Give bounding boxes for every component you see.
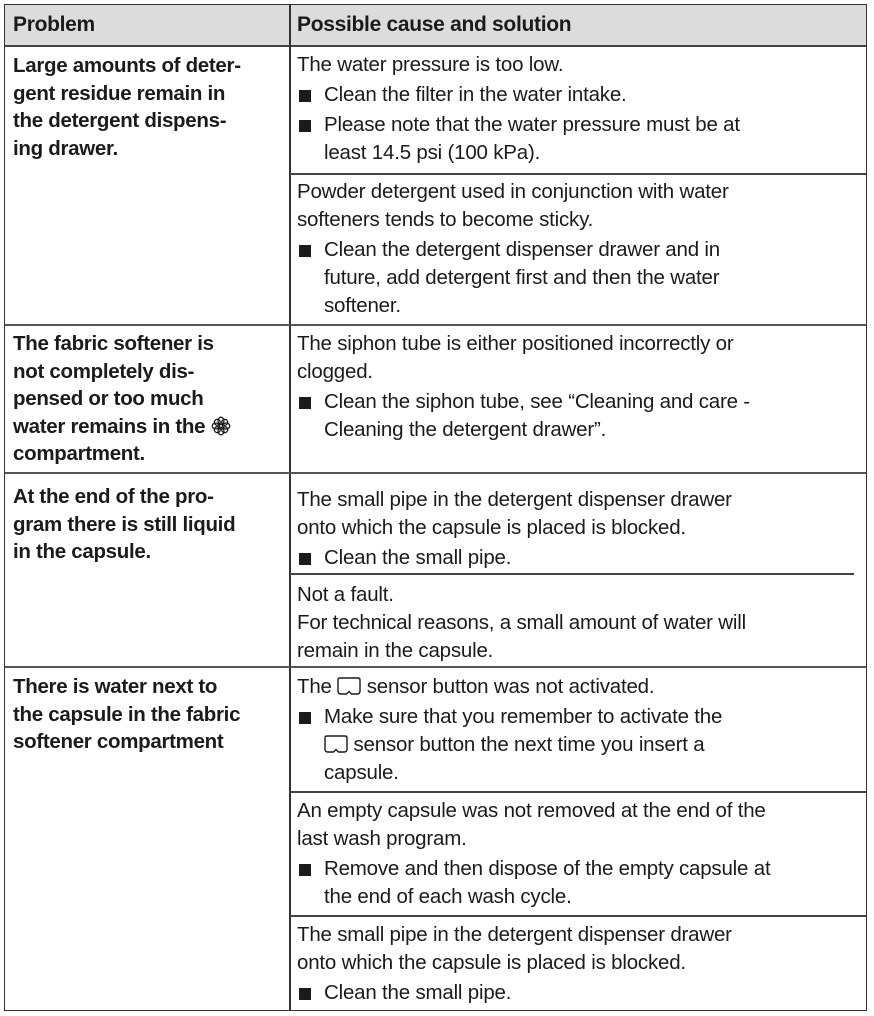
- capsule-sensor-icon: [337, 676, 361, 696]
- capsule-sensor-icon: [324, 734, 348, 754]
- header-problem: Problem: [13, 13, 95, 36]
- problem-line: There is water next to: [13, 675, 218, 698]
- cause-text: clogged.: [297, 360, 373, 383]
- problem-line: pensed or too much: [13, 387, 204, 410]
- problem-line: The fabric softener is: [13, 332, 214, 355]
- problem-line: softener compartment: [13, 730, 224, 753]
- cause-text: The siphon tube is either positioned incorrectly or: [297, 332, 734, 355]
- row-divider: [5, 324, 866, 326]
- bullet-item: [297, 703, 862, 787]
- cause-text: remain in the capsule.: [297, 639, 494, 662]
- cause-cell-4b: [297, 797, 862, 911]
- problem-cell-3: [13, 483, 285, 566]
- row-divider: [5, 666, 866, 668]
- bullet-item: [297, 81, 862, 109]
- cause-text: [297, 673, 862, 701]
- problem-text: water remains in the: [13, 414, 206, 438]
- problem-line: Large amounts of deter-: [13, 54, 241, 77]
- problem-line: At the end of the pro-: [13, 485, 214, 508]
- bullet-square-icon: [299, 712, 311, 724]
- bullet-square-icon: [299, 245, 311, 257]
- bullet-text: Cleaning the detergent drawer”.: [324, 418, 607, 441]
- bullet-text: softener.: [324, 294, 401, 317]
- cause-text: The water pressure is too low.: [297, 53, 564, 76]
- cause-text: The small pipe in the detergent dispenser drawer: [297, 923, 732, 946]
- problem-line: gent residue remain in: [13, 81, 226, 105]
- sub-divider: [290, 791, 866, 793]
- cause-cell-4c: [297, 921, 862, 1007]
- bullet-item: [297, 111, 862, 167]
- fabric-softener-flower-icon: [211, 416, 231, 436]
- cause-cell-4a: [297, 673, 862, 787]
- bullet-text: Make sure that you remember to activate the: [324, 705, 723, 728]
- cause-cell-3b: [297, 581, 862, 665]
- row-divider: [5, 472, 866, 474]
- cause-cell-1a: [297, 51, 862, 167]
- cause-text: Not a fault.: [297, 583, 394, 606]
- bullet-square-icon: [299, 553, 311, 565]
- bullet-square-icon: [299, 988, 311, 1000]
- table-header: [5, 5, 866, 47]
- bullet-text-post: sensor button the next time you insert a: [353, 733, 705, 756]
- cause-text: softeners tends to become sticky.: [297, 208, 594, 231]
- problem-line: not completely dis-: [13, 359, 195, 383]
- bullet-text: [324, 731, 862, 759]
- cause-text-post: sensor button was not activated.: [366, 675, 655, 698]
- bullet-text: future, add detergent first and then the water: [324, 266, 720, 289]
- cause-cell-2a: [297, 330, 862, 444]
- bullet-text: Clean the detergent dispenser drawer and in: [324, 238, 720, 261]
- bullet-item: [297, 855, 862, 911]
- problem-cell-1: [13, 52, 285, 162]
- bullet-square-icon: [299, 864, 311, 876]
- troubleshooting-table: [4, 4, 867, 1011]
- problem-line: the capsule in the fabric: [13, 702, 241, 726]
- cause-text: An empty capsule was not removed at the end of the: [297, 799, 766, 822]
- cause-text: The small pipe in the detergent dispenser drawer: [297, 488, 732, 511]
- cause-cell-1b: [297, 178, 862, 320]
- problem-line: the detergent dispens-: [13, 109, 227, 132]
- bullet-square-icon: [299, 90, 311, 102]
- problem-line: [13, 413, 285, 441]
- sub-divider: [290, 573, 854, 575]
- bullet-item: [297, 544, 862, 572]
- problem-line: in the capsule.: [13, 540, 151, 563]
- bullet-item: [297, 388, 862, 444]
- cause-text: Powder detergent used in conjunction with water: [297, 180, 729, 203]
- bullet-square-icon: [299, 397, 311, 409]
- cause-text-pre: The: [297, 675, 332, 698]
- bullet-square-icon: [299, 120, 311, 132]
- header-solution: Possible cause and solution: [297, 13, 572, 36]
- problem-cell-4: [13, 673, 285, 756]
- bullet-item: [297, 236, 862, 320]
- cause-text: For technical reasons, a small amount of water will: [297, 611, 746, 634]
- bullet-text: Clean the small pipe.: [324, 546, 512, 569]
- sub-divider: [290, 915, 866, 917]
- bullet-text: Please note that the water pressure must be at: [324, 113, 740, 136]
- problem-line: compartment.: [13, 442, 145, 465]
- sub-divider: [290, 173, 866, 175]
- bullet-text: least 14.5 psi (100 kPa).: [324, 141, 541, 164]
- column-divider: [289, 5, 291, 1010]
- bullet-item: [297, 979, 862, 1007]
- problem-line: ing drawer.: [13, 136, 118, 160]
- cause-text: onto which the capsule is placed is blocked.: [297, 516, 686, 539]
- cause-text: onto which the capsule is placed is blocked.: [297, 951, 686, 974]
- bullet-text: Clean the filter in the water intake.: [324, 83, 627, 106]
- cause-cell-3a: [297, 486, 862, 572]
- bullet-text: Clean the small pipe.: [324, 981, 512, 1004]
- bullet-text: Remove and then dispose of the empty capsule at: [324, 857, 771, 880]
- bullet-text: the end of each wash cycle.: [324, 885, 572, 908]
- cause-text: last wash program.: [297, 827, 467, 850]
- bullet-text: capsule.: [324, 761, 399, 784]
- bullet-text: Clean the siphon tube, see “Cleaning and care -: [324, 390, 750, 413]
- problem-cell-2: [13, 330, 285, 468]
- problem-line: gram there is still liquid: [13, 512, 236, 536]
